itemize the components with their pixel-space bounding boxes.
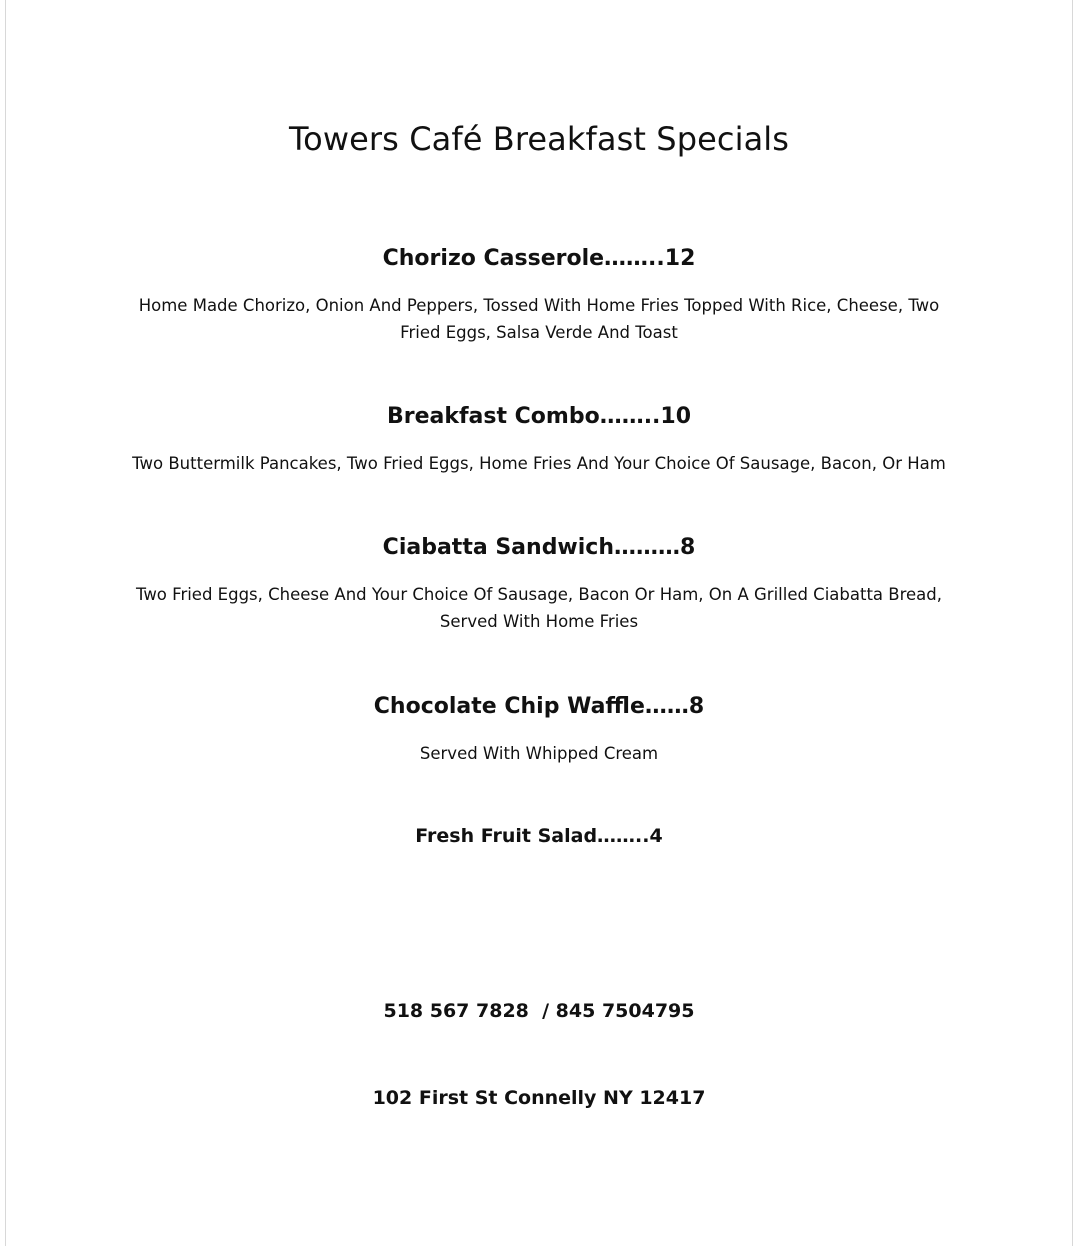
address: 102 First St Connelly NY 12417 [372, 1087, 706, 1109]
menu-item-description: Two Buttermilk Pancakes, Two Fried Eggs, Home Fries And Your Choice Of Sausage, Bacon, Or Ham [132, 454, 946, 473]
menu-item-description: Served With Whipped Cream [419, 744, 659, 763]
menu-page [5, 0, 1073, 1246]
menu-item-description: Home Made Chorizo, Onion And Peppers, Tossed With Home Fries Topped With Rice, Cheese, Two Fried Eggs, Salsa Verde And Toast [138, 296, 940, 342]
menu-item-name: Fresh Fruit Salad……..4 [415, 825, 663, 847]
menu-item-name: Chocolate Chip Waffle……8 [373, 694, 705, 719]
menu-item-name: Chorizo Casserole……..12 [382, 246, 696, 271]
menu-item-name: Breakfast Combo……..10 [386, 404, 692, 429]
menu-item-description: Two Fried Eggs, Cheese And Your Choice Of Sausage, Bacon Or Ham, On A Grilled Ciabatta Bread, Served With Home Fries [135, 585, 943, 631]
menu-item-name: Ciabatta Sandwich………8 [382, 535, 696, 560]
page-title: Towers Café Breakfast Specials [288, 120, 790, 158]
phone-numbers: 518 567 7828 / 845 7504795 [383, 1000, 695, 1022]
